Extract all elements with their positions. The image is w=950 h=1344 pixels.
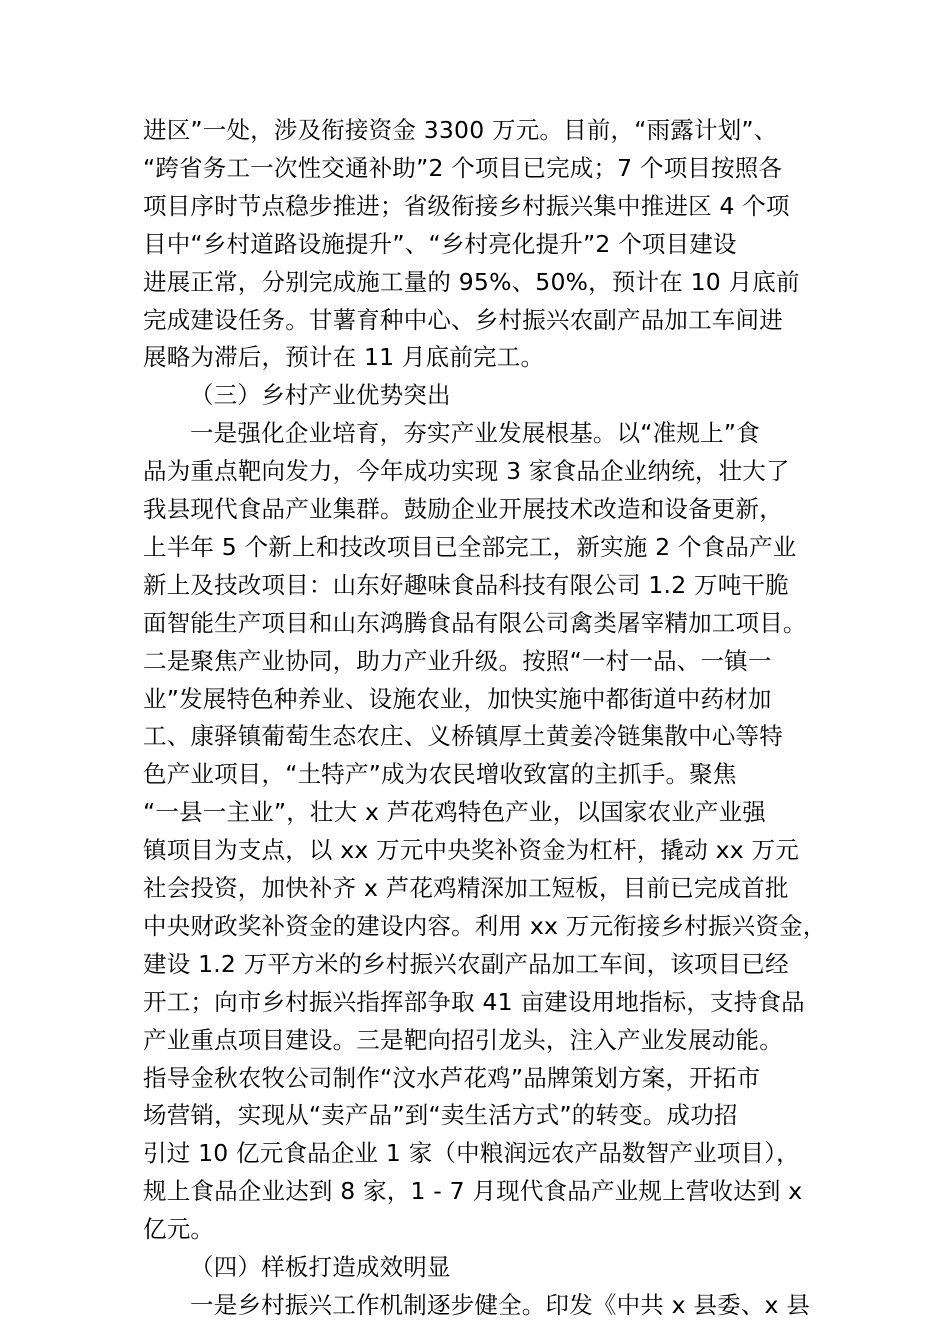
text-line: 镇项目为支点，以 xx 万元中央奖补资金为杠杆，撬动 xx 万元: [143, 836, 799, 865]
text-line: 二是聚焦产业协同，助力产业升级。按照“一村一品、一镇一: [143, 646, 772, 675]
text-line: 目中“乡村道路设施提升”、“乡村亮化提升”2 个项目建设: [143, 229, 737, 258]
text-line: 进展正常，分别完成施工量的 95%、50%，预计在 10 月底前: [143, 267, 800, 296]
text-line: 上半年 5 个新上和技改项目已全部完工，新实施 2 个食品产业: [143, 532, 797, 561]
text-line: 我县现代食品产业集群。鼓励企业开展技术改造和设备更新，: [143, 495, 783, 523]
text-line: 展略为滞后，预计在 11 月底前完工。: [143, 343, 545, 372]
text-line: 面智能生产项目和山东鸿腾食品有限公司禽类屠宰精加工项目。: [143, 608, 807, 637]
text-line: 完成建设任务。甘薯育种中心、乡村振兴农副产品加工车间进: [143, 305, 783, 334]
text-line: 亿元。: [143, 1215, 215, 1244]
text-line: 中央财政奖补资金的建设内容。利用 xx 万元衔接乡村振兴资金，: [143, 911, 827, 940]
text-line: 一是乡村振兴工作机制逐步健全。印发《中共 x 县委、x 县: [190, 1290, 811, 1319]
text-line: 业”发展特色种养业、设施农业，加快实施中都街道中药材加: [143, 684, 772, 713]
text-line: 场营销，实现从“卖产品”到“卖生活方式”的转变。成功招: [143, 1101, 738, 1130]
text-line: 一是强化企业培育，夯实产业发展根基。以“准规上”食: [190, 419, 760, 448]
text-line: 新上及技改项目：山东好趣味食品科技有限公司 1.2 万吨干脆: [143, 570, 789, 599]
text-line: 开工；向市乡村振兴指挥部争取 41 亩建设用地指标，支持食品: [143, 987, 805, 1016]
text-line: 色产业项目，“土特产”成为农民增收致富的主抓手。聚焦: [143, 760, 737, 789]
text-line: 项目序时节点稳步推进；省级衔接乡村振兴集中推进区 4 个项: [143, 191, 790, 220]
text-line: 引过 10 亿元食品企业 1 家（中粮润远农产品数智产业项目），: [143, 1139, 800, 1168]
text-line: 社会投资，加快补齐 x 芦花鸡精深加工短板，目前已完成首批: [143, 874, 789, 902]
text-line: 品为重点靶向发力，今年成功实现 3 家食品企业纳统，壮大了: [143, 457, 790, 486]
section-heading: （三）乡村产业优势突出: [190, 381, 451, 410]
text-line: 工、康驿镇葡萄生态农庄、义桥镇厚土黄姜冷链集散中心等特: [143, 722, 783, 751]
text-line: “一县一主业”，壮大 x 芦花鸡特色产业，以国家农业产业强: [143, 798, 766, 827]
text-line: “跨省务工一次性交通补助”2 个项目已完成；7 个项目按照各: [143, 153, 783, 182]
text-line: 规上食品企业达到 8 家，1 - 7 月现代食品产业规上营收达到 x: [143, 1177, 803, 1206]
text-line: 产业重点项目建设。三是靶向招引龙头，注入产业发展动能。: [143, 1025, 783, 1054]
text-line: 建设 1.2 万平方米的乡村振兴农副产品加工车间，该项目已经: [143, 949, 789, 978]
text-line: 进区”一处，涉及衔接资金 3300 万元。目前，“雨露计划”、: [143, 116, 778, 144]
text-line: 指导金秋农牧公司制作“汶水芦花鸡”品牌策划方案，开拓市: [143, 1063, 761, 1092]
section-heading: （四）样板打造成效明显: [190, 1253, 451, 1281]
